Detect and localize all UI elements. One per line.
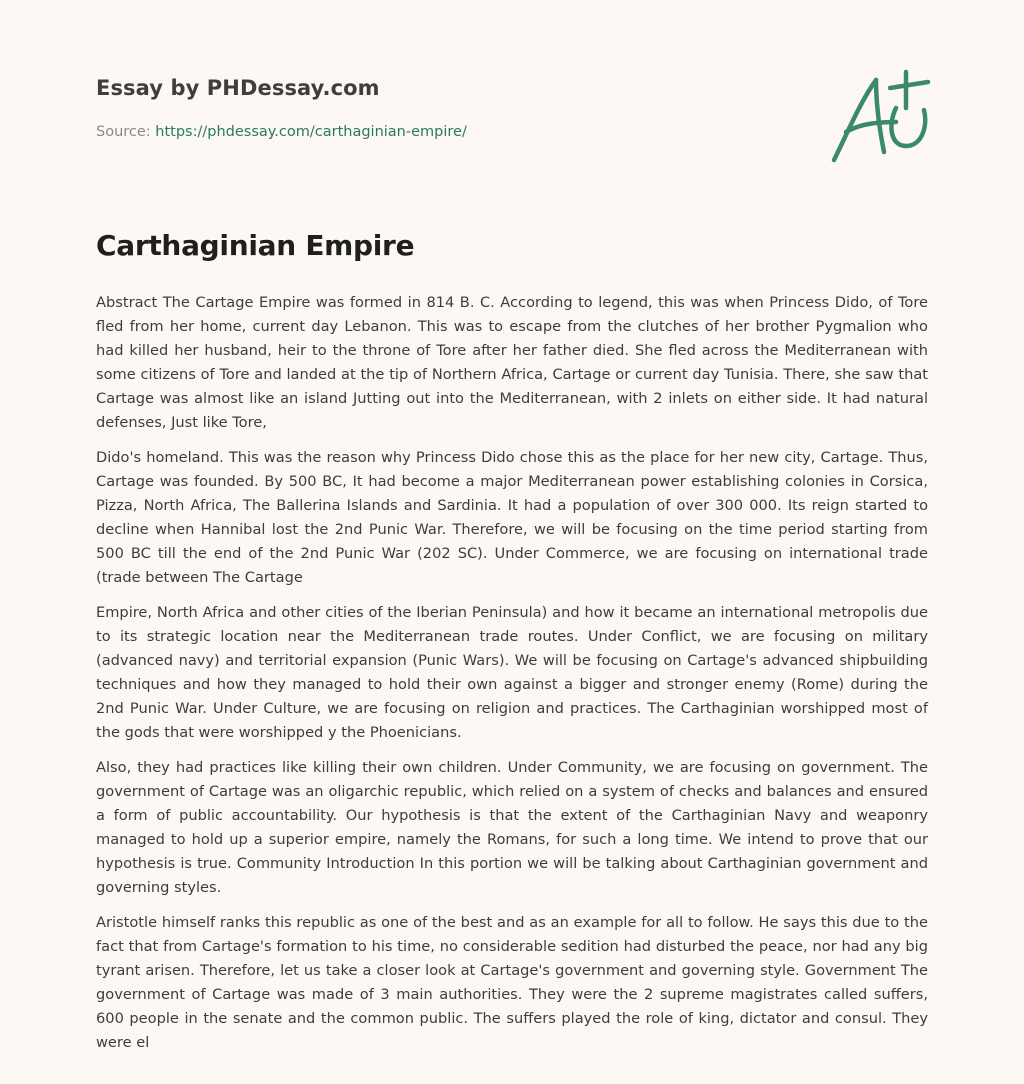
source-label: Source:: [96, 124, 156, 140]
source-link[interactable]: https://phdessay.com/carthaginian-empire/: [155, 124, 467, 140]
essay-paragraph: Dido's homeland. This was the reason why Princess Dido chose this as the place for her new city, Cartage. Thus, Cartage was founded. By 500 BC, It had become a major Mediterranean power establishing colonies in Corsica, Pizza, North Africa, The Ballerina Islands and Sardinia. It had a population of over 300 000. Its reign started to decline when Hannibal lost the 2nd Punic War. Therefore, we will be focusing on the time period starting from 500 BC till the end of the 2nd Punic War (202 SC). Under Commerce, we are focusing on international trade (trade between The Cartage: [96, 449, 928, 586]
essay-paragraph: Empire, North Africa and other cities of the Iberian Peninsula) and how it became an international metropolis due to its strategic location near the Mediterranean trade routes. Under Conflict, we are focusing on military (advanced navy) and territorial expansion (Punic Wars). We will be focusing on Cartage's advanced shipbuilding techniques and how they managed to hold their own against a bigger and stronger enemy (Rome) during the 2nd Punic War. Under Culture, we are focusing on religion and practices. The Carthaginian worshipped most of the gods that were worshipped y the Phoenicians.: [96, 604, 928, 741]
a-plus-logo-icon: [824, 66, 934, 166]
essay-paragraph: Also, they had practices like killing their own children. Under Community, we are focusing on government. The government of Cartage was an oligarchic republic, which relied on a system of checks and balances and ensured a form of public accountability. Our hypothesis is that the extent of the Carthaginian Navy and weaponry managed to hold up a superior empire, namely the Romans, for such a long time. We intend to prove that our hypothesis is true. Community Introduction In this portion we will be talking about Carthaginian government and governing styles.: [96, 759, 928, 896]
source-line: [96, 124, 467, 140]
document-title: Carthaginian Empire: [96, 229, 415, 262]
page-header: [96, 0, 928, 190]
essay-body: [96, 291, 928, 1055]
essay-paragraph: Abstract The Cartage Empire was formed in 814 B. C. According to legend, this was when Princess Dido, of Tore fled from her home, current day Lebanon. This was to escape from the clutches of her brother Pygmalion who had killed her husband, heir to the throne of Tore after her father died. She fled across the Mediterranean with some citizens of Tore and landed at the tip of Northern Africa, Cartage or current day Tunisia. There, she saw that Cartage was almost like an island Jutting out into the Mediterranean, with 2 inlets on either side. It had natural defenses, Just like Tore,: [96, 294, 928, 431]
essay-paragraph: Aristotle himself ranks this republic as one of the best and as an example for all to follow. He says this due to the fact that from Cartage's formation to his time, no considerable sedition had disturbed the peace, nor had any big tyrant arisen. Therefore, let us take a closer look at Cartage's government and governing style. Government The government of Cartage was made of 3 main authorities. They were the 2 supreme magistrates called suffers, 600 people in the senate and the common public. The suffers played the role of king, dictator and consul. They were el: [96, 914, 928, 1051]
site-title: Essay by PHDessay.com: [96, 76, 380, 100]
